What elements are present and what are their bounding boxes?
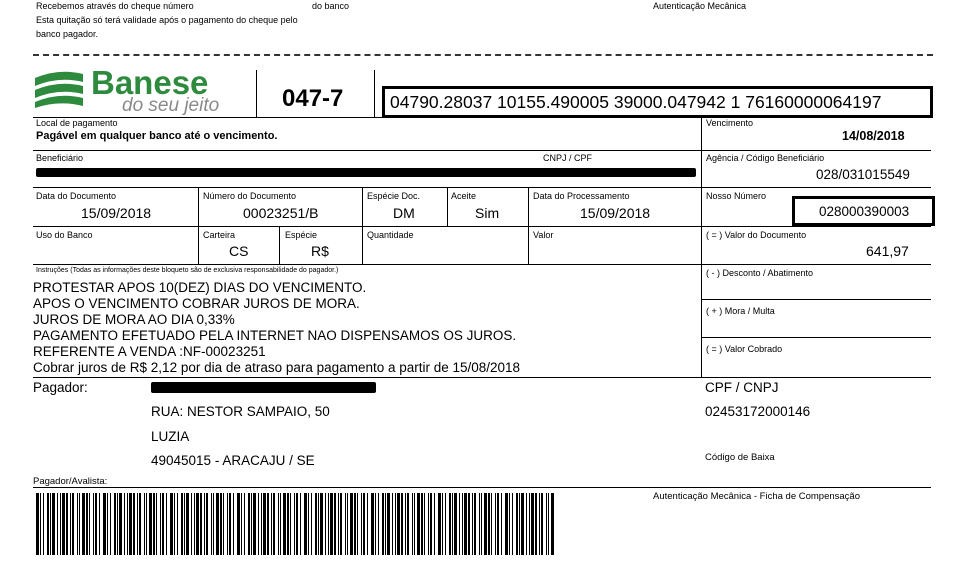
fine-label: ( + ) Mora / Multa <box>706 306 775 316</box>
rule-row-2 <box>33 187 931 188</box>
beneficiary-label: Beneficiário <box>36 153 84 163</box>
cut-line <box>33 54 933 56</box>
rule-payer <box>33 487 931 488</box>
wallet-label: Carteira <box>203 230 236 240</box>
due-date: 14/08/2018 <box>842 129 905 143</box>
cnpj-label: CNPJ / CPF <box>543 153 593 163</box>
receipt-line-1-bank: do banco <box>312 1 350 11</box>
instructions-label: Instruções (Todas as informações deste bloqueto são de exclusiva responsabilidade do pagador.) <box>36 267 339 274</box>
payer-name-redaction <box>151 382 376 393</box>
accept-label: Aceite <box>451 191 477 201</box>
receipt-line-3: banco pagador. <box>36 29 99 39</box>
divider-currency <box>279 227 280 265</box>
instruction-line: PROTESTAR APOS 10(DEZ) DIAS DO VENCIMENTO. <box>33 280 367 295</box>
charged-label: ( = ) Valor Cobrado <box>706 344 783 354</box>
banese-logo-icon <box>33 68 85 108</box>
rule-row-3 <box>33 226 931 227</box>
currency: R$ <box>311 243 329 259</box>
process-date: 15/09/2018 <box>580 205 651 221</box>
payer-address: RUA: NESTOR SAMPAIO, 50 <box>151 404 330 419</box>
doc-kind: DM <box>393 205 415 221</box>
rule-header <box>33 117 931 118</box>
accept: Sim <box>475 205 500 221</box>
divider-doc-number <box>198 188 199 226</box>
discount-label: ( - ) Desconto / Abatimento <box>706 268 814 278</box>
rule-discount <box>702 299 931 300</box>
currency-label: Espécie <box>285 230 318 240</box>
right-column-divider <box>701 117 702 378</box>
instruction-line: Cobrar juros de R$ 2,12 por dia de atraso para pagamento a partir de 15/08/2018 <box>33 360 521 375</box>
guarantor-label: Pagador/Avalista: <box>33 476 108 487</box>
wallet: CS <box>229 243 249 259</box>
instruction-line: APOS O VENCIMENTO COBRAR JUROS DE MORA. <box>33 296 360 311</box>
process-date-label: Data do Processamento <box>533 191 630 201</box>
instruction-line: REFERENTE A VENDA :NF-00023251 <box>33 344 266 359</box>
agency-label: Agência / Código Beneficiário <box>706 153 825 163</box>
doc-value-label: ( = ) Valor do Documento <box>706 230 807 240</box>
bank-name: Banese <box>91 64 209 101</box>
doc-date-label: Data do Documento <box>36 191 117 201</box>
value-label: Valor <box>533 230 554 240</box>
instruction-line: JUROS DE MORA AO DIA 0,33% <box>33 312 235 327</box>
payer-city: 49045015 - ARACAJU / SE <box>151 453 315 468</box>
rule-row-4 <box>33 264 931 265</box>
doc-number-label: Número do Documento <box>203 191 297 201</box>
footer-auth-label: Autenticação Mecânica - Ficha de Compensação <box>653 491 861 502</box>
payer-label: Pagador: <box>33 380 88 395</box>
payment-place-label: Local de pagamento <box>36 118 118 128</box>
bank-code: 047-7 <box>282 85 344 112</box>
doc-date: 15/09/2018 <box>81 205 152 221</box>
payer-cpf-label: CPF / CNPJ <box>705 380 779 395</box>
rule-row-1 <box>33 150 931 151</box>
payer-cpf: 02453172000146 <box>705 404 811 419</box>
beneficiary-redaction <box>36 168 696 177</box>
digitable-line: 04790.28037 10155.490005 39000.047942 1 76160000064197 <box>390 92 882 112</box>
divider-wallet <box>198 227 199 265</box>
divider-quantity <box>362 227 363 265</box>
mechanical-auth-label: Autenticação Mecânica <box>653 1 747 11</box>
doc-kind-label: Espécie Doc. <box>367 191 421 201</box>
due-date-label: Vencimento <box>706 118 754 128</box>
header-divider-2 <box>374 70 375 117</box>
doc-number: 00023251/B <box>243 205 319 221</box>
divider-value <box>528 227 529 265</box>
doc-value: 641,97 <box>866 243 909 259</box>
barcode <box>36 493 554 555</box>
our-number: 028000390003 <box>819 204 910 219</box>
rule-fine <box>702 337 931 338</box>
bank-tagline: do seu jeito <box>122 95 220 116</box>
payer-district: LUZIA <box>151 429 190 444</box>
rule-instructions <box>33 377 931 378</box>
divider-accept <box>447 188 448 226</box>
bank-use-label: Uso do Banco <box>36 230 93 240</box>
drop-code-label: Código de Baixa <box>705 452 775 463</box>
agency-code: 028/031015549 <box>816 167 910 182</box>
receipt-line-1: Recebemos através do cheque número <box>36 1 194 11</box>
our-number-label: Nosso Número <box>706 191 767 201</box>
instruction-line: PAGAMENTO EFETUADO PELA INTERNET NAO DISPENSAMOS OS JUROS. <box>33 328 517 343</box>
receipt-line-2: Esta quitação só terá validade após o pagamento do cheque pelo <box>36 15 298 25</box>
divider-process-date <box>528 188 529 226</box>
bank-logo <box>33 66 253 118</box>
payment-place: Pagável em qualquer banco até o vencimento. <box>36 130 278 142</box>
header-divider-1 <box>256 70 257 117</box>
divider-doc-kind <box>362 188 363 226</box>
quantity-label: Quantidade <box>367 230 414 240</box>
